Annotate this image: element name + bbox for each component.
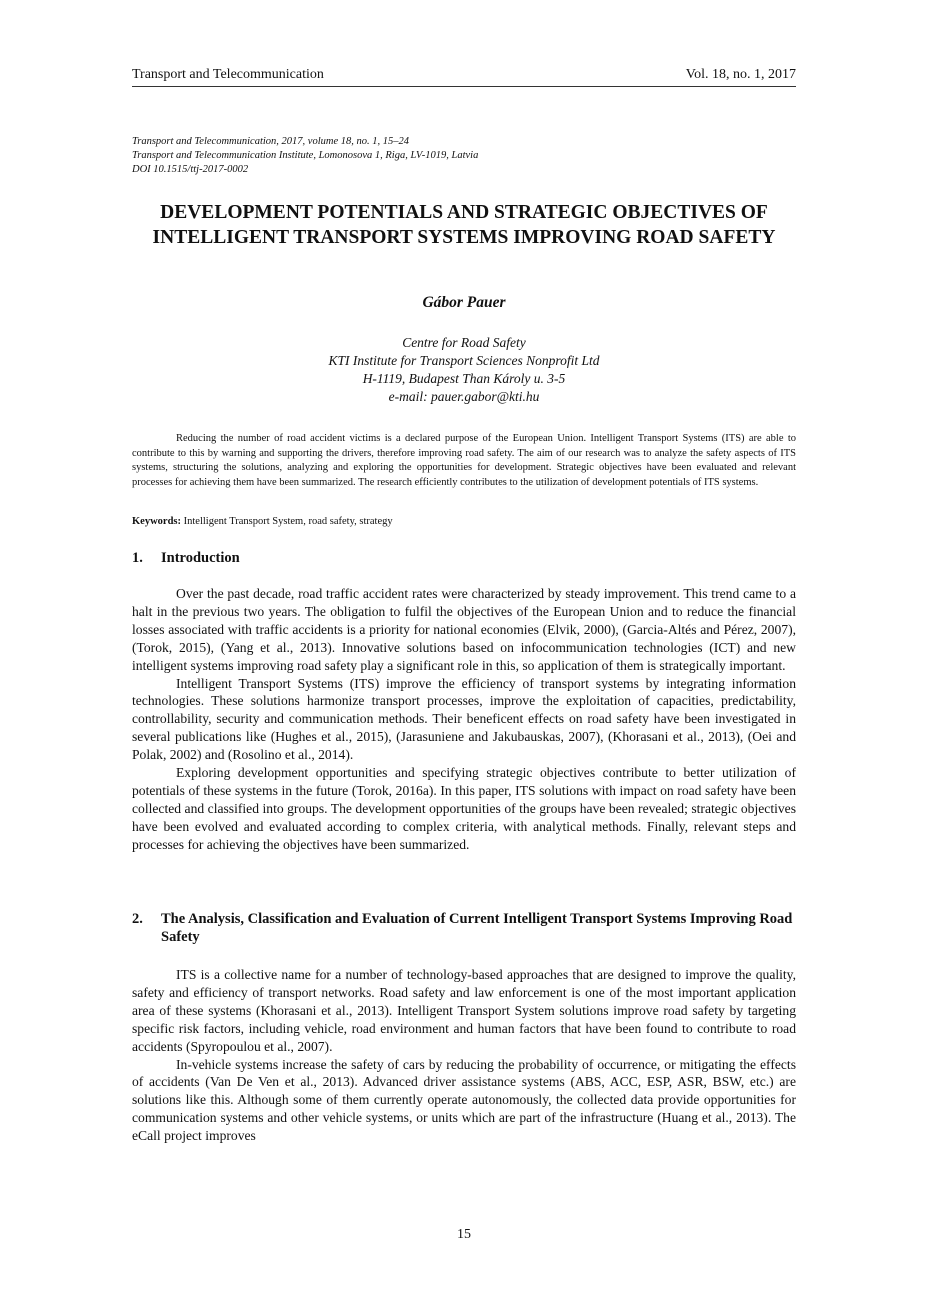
section-number: 2. xyxy=(132,911,143,927)
affiliation-line: H-1119, Budapest Than Károly u. 3-5 xyxy=(362,371,566,386)
paragraph: Over the past decade, road traffic accident rates were characterized by steady improvement. This trend came to a halt in the previous two years. The obligation to fulfil the objectives of the European Union and to reduce the financial losses associated with traffic accidents is a priority for national economies (Elvik, 2000), (Garcia-Altés and Pérez, 2007), (Torok, 2015), (Yang et al., 2013). Innovative solutions based on infocommunication technologies (ICT) and new intelligent systems improving road safety play a significant role in this, so application of them is strategically important. xyxy=(132,586,796,673)
affiliation-line: KTI Institute for Transport Sciences Nonprofit Ltd xyxy=(328,353,600,368)
section-body-introduction xyxy=(132,585,796,854)
journal-name: Transport and Telecommunication xyxy=(132,67,324,82)
paragraph: Intelligent Transport Systems (ITS) improve the efficiency of transport systems by integrating information technologies. These solutions harmonize transport processes, improve the exploitation of capacities, predictability, controllability, security and communication methods. Their beneficent effects on road safety have been investigated in several publications like (Hughes et al., 2015), (Jarasuniene and Jakubauskas, 2007), (Khorasani et al., 2013), (Oei and Polak, 2002) and (Rosolino et al., 2014). xyxy=(132,675,796,763)
section-title: The Analysis, Classification and Evaluation of Current Intelligent Transport Systems Improving Road Safety xyxy=(161,911,793,945)
volume-info: Vol. 18, no. 1, 2017 xyxy=(685,67,796,82)
section-title: Introduction xyxy=(161,550,240,566)
paragraph: In-vehicle systems increase the safety of cars by reducing the probability of occurrence, or mitigating the effects of accidents (Van De Ven et al., 2013). Advanced driver assistance systems (ABS, ACC, ESP, ASR, BSW, etc.) are solutions like this. Although some of them currently operate autonomously, the collected data provide opportunities for communication systems and other vehicle systems, or units which are part of the infrastructure (Huang et al., 2013). The eCall project improves xyxy=(132,1056,796,1144)
paper-title: DEVELOPMENT POTENTIALS AND STRATEGIC OBJECTIVES OF INTELLIGENT TRANSPORT SYSTEMS IMPROVING ROAD SAFETY xyxy=(152,202,776,248)
citation-line: Transport and Telecommunication, 2017, volume 18, no. 1, 15–24 xyxy=(132,136,409,147)
section-body-analysis xyxy=(132,966,796,1145)
affiliation-block xyxy=(132,334,796,406)
doi-line: DOI 10.1515/ttj-2017-0002 xyxy=(132,164,249,175)
citation-block xyxy=(132,135,796,177)
author-name: Gábor Pauer xyxy=(422,294,506,311)
keywords xyxy=(132,515,796,529)
keywords-label: Keywords: xyxy=(132,516,181,527)
section-number: 1. xyxy=(132,550,143,566)
email-line: e-mail: pauer.gabor@kti.hu xyxy=(388,389,540,404)
section-heading-analysis xyxy=(132,910,796,946)
paragraph: ITS is a collective name for a number of technology-based approaches that are designed to improve the quality, safety and efficiency of transport networks. Road safety and law enforcement is one of the most important application area of these systems (Khorasani et al., 2013). Intelligent Transport System solutions improve road safety by targeting specific risk factors, including vehicle, road environment and human factors that have been found to contribute to road accidents (Spyropoulou et al., 2007). xyxy=(132,967,796,1054)
abstract: Reducing the number of road accident victims is a declared purpose of the European Union. Intelligent Transport Systems (ITS) are able to contribute to this by warning and supporting the drivers, therefore improving road safety. The aim of our research was to analyze the safety aspects of ITS systems, structuring the solutions, analyzing and exploring the opportunities for development. Strategic objectives have been evaluated and relevant processes for achieving them have been summarized. The research efficiently contributes to the utilization of development potentials of ITS systems. xyxy=(132,433,796,488)
page-number: 15 xyxy=(457,1227,471,1242)
keywords-text: Intelligent Transport System, road safety, strategy xyxy=(181,516,393,527)
running-header xyxy=(132,66,796,87)
citation-line: Transport and Telecommunication Institute, Lomonosova 1, Riga, LV-1019, Latvia xyxy=(132,150,479,161)
paragraph: Exploring development opportunities and specifying strategic objectives contribute to better utilization of potentials of these systems in the future (Torok, 2016a). In this paper, ITS solutions with impact on road safety have been collected and classified into groups. The development opportunities of the groups have been revealed; strategic objectives have been evolved and evaluated according to complex criteria, with analytical methods. Finally, relevant steps and processes for achieving the objectives have been summarized. xyxy=(132,765,796,852)
section-heading-introduction xyxy=(132,549,796,567)
affiliation-line: Centre for Road Safety xyxy=(402,335,526,350)
